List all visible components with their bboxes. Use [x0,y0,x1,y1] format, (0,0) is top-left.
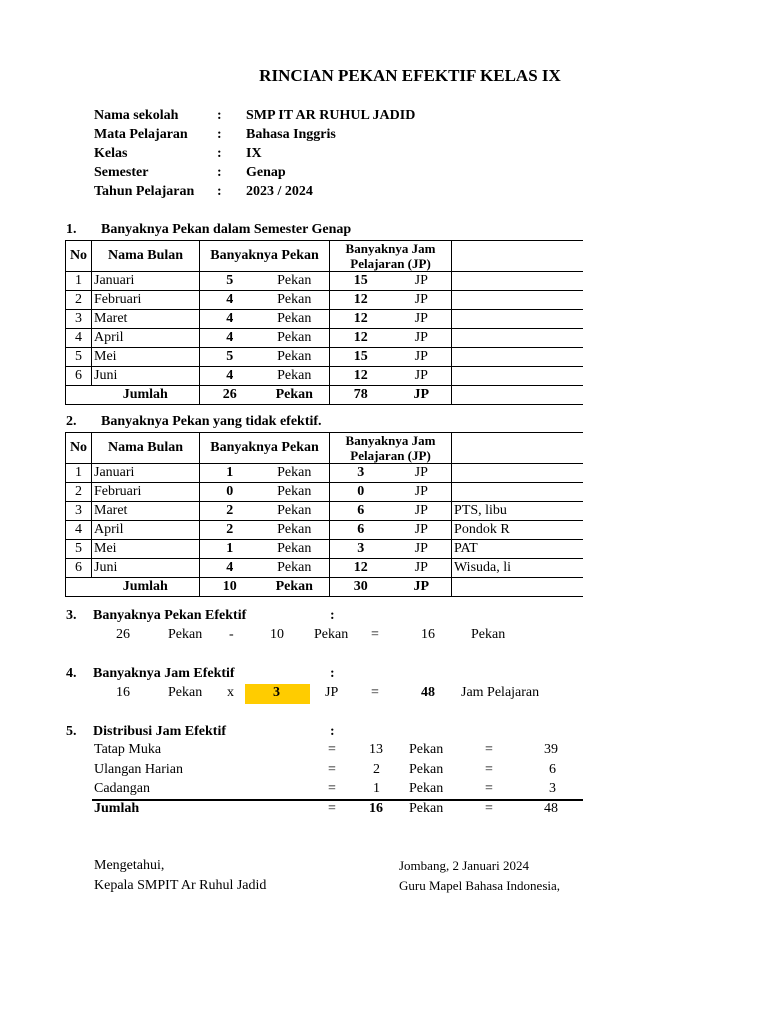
table-header-row [66,241,596,272]
header-no: No [66,241,92,272]
row-month: Maret [92,310,200,329]
row-unit: Pekan [260,464,330,483]
calc-eq: = [371,685,379,700]
row-jp-unit: JP [392,483,452,502]
header-month: Nama Bulan [92,241,200,272]
row-note [452,329,596,348]
page-title: RINCIAN PEKAN EFEKTIF KELAS IX [259,66,561,85]
calc-a: 16 [116,685,130,700]
row-jp: 3 [330,540,392,559]
row-no: 5 [66,540,92,559]
row-weeks: 5 [200,272,260,291]
total-spacer [66,386,92,405]
table-row [66,464,596,483]
info-label: Mata Pelajaran [94,127,188,142]
dist-label: Tatap Muka [94,742,162,757]
table-total-row [66,578,596,597]
row-no: 6 [66,559,92,578]
table-row [66,291,596,310]
signature-right-line1: Jombang, 2 Januari 2024 [399,858,529,873]
dist-weeks: 1 [373,781,380,796]
calc-op: - [229,627,234,642]
section-colon: : [330,666,335,681]
dist-total-jp: 48 [544,801,558,816]
calc-a-unit: Pekan [168,627,203,642]
row-note [452,464,596,483]
calc-a: 26 [116,627,130,642]
section-title: Distribusi Jam Efektif [93,724,226,739]
row-unit: Pekan [260,367,330,386]
row-jp-unit: JP [392,502,452,521]
total-note [452,578,596,597]
total-weeks: 26 [200,386,260,405]
dist-label: Cadangan [94,781,150,796]
info-value: IX [246,146,262,161]
calc-result-unit: Pekan [471,627,506,642]
row-no: 3 [66,310,92,329]
total-unit: Pekan [260,578,330,597]
row-note [452,367,596,386]
dist-weeks: 13 [369,742,383,757]
info-colon: : [217,165,222,180]
row-month: Mei [92,348,200,367]
dist-weeks: 2 [373,762,380,777]
row-weeks: 4 [200,559,260,578]
dist-eq2: = [485,781,493,796]
header-no: No [66,433,92,464]
header-note [452,433,596,464]
row-weeks: 4 [200,329,260,348]
row-jp-unit: JP [392,291,452,310]
info-value: Genap [246,165,286,180]
total-note [452,386,596,405]
dist-total-label: Jumlah [94,801,140,816]
info-colon: : [217,184,222,199]
signature-left-line2: Kepala SMPIT Ar Ruhul Jadid [94,878,267,893]
row-month: Februari [92,291,200,310]
total-jp: 30 [330,578,392,597]
row-month: Juni [92,559,200,578]
row-jp-unit: JP [392,329,452,348]
section-colon: : [330,724,335,739]
row-no: 1 [66,272,92,291]
row-note [452,291,596,310]
row-month: April [92,521,200,540]
calc-b: 3 [273,685,280,700]
row-note: Pondok R [452,521,596,540]
section-number: 5. [66,724,77,739]
row-unit: Pekan [260,310,330,329]
distribution-row [0,762,768,782]
dist-eq: = [328,781,336,796]
info-label: Tahun Pelajaran [94,184,195,199]
row-no: 6 [66,367,92,386]
row-jp-unit: JP [392,464,452,483]
distribution-row [0,742,768,762]
row-note [452,348,596,367]
section-title: Banyaknya Pekan yang tidak efektif. [101,414,322,429]
row-no: 2 [66,483,92,502]
calc-a-unit: Pekan [168,685,203,700]
header-weeks: Banyaknya Pekan [200,241,330,272]
dist-total-eq: = [328,801,336,816]
header-note [452,241,596,272]
info-value: Bahasa Inggris [246,127,336,142]
total-unit: Pekan [260,386,330,405]
total-jp-unit: JP [392,386,452,405]
row-weeks: 1 [200,464,260,483]
row-jp-unit: JP [392,348,452,367]
section-title: Banyaknya Pekan dalam Semester Genap [101,222,352,237]
header-jp: Banyaknya Jam Pelajaran (JP) [330,241,452,272]
row-note: Wisuda, li [452,559,596,578]
dist-total-weeks: 16 [369,801,383,816]
dist-eq: = [328,742,336,757]
section-title: Banyaknya Pekan Efektif [93,608,247,623]
section-number: 1. [66,222,77,237]
row-weeks: 1 [200,540,260,559]
row-month: Maret [92,502,200,521]
row-note [452,310,596,329]
row-no: 5 [66,348,92,367]
row-jp-unit: JP [392,559,452,578]
row-jp-unit: JP [392,272,452,291]
row-jp: 3 [330,464,392,483]
total-label: Jumlah [92,386,200,405]
calc-result: 48 [421,685,435,700]
effective-weeks-calc [0,627,768,647]
row-jp-unit: JP [392,310,452,329]
total-label: Jumlah [92,578,200,597]
row-unit: Pekan [260,540,330,559]
row-jp: 6 [330,502,392,521]
dist-unit: Pekan [409,742,444,757]
info-colon: : [217,127,222,142]
table-row [66,502,596,521]
table-total-row [66,386,596,405]
row-unit: Pekan [260,483,330,502]
row-month: Mei [92,540,200,559]
row-weeks: 2 [200,521,260,540]
table-row [66,540,596,559]
row-jp: 0 [330,483,392,502]
calc-eq: = [371,627,379,642]
row-jp: 12 [330,367,392,386]
table-header-row [66,433,596,464]
total-spacer [66,578,92,597]
total-jp-unit: JP [392,578,452,597]
info-label: Nama sekolah [94,108,179,123]
info-value: SMP IT AR RUHUL JADID [246,108,416,123]
row-no: 1 [66,464,92,483]
dist-jp: 3 [549,781,556,796]
signature-left-line1: Mengetahui, [94,858,165,873]
row-month: Februari [92,483,200,502]
total-jp: 78 [330,386,392,405]
calc-b-unit: JP [325,685,339,700]
distribution-total-row [0,801,768,821]
info-colon: : [217,108,222,123]
row-jp: 12 [330,559,392,578]
row-jp: 12 [330,329,392,348]
dist-total-eq2: = [485,801,493,816]
section-number: 3. [66,608,77,623]
row-no: 2 [66,291,92,310]
calc-b: 10 [270,627,284,642]
row-jp-unit: JP [392,521,452,540]
calc-result-unit: Jam Pelajaran [461,685,540,700]
row-note [452,483,596,502]
table-row [66,272,596,291]
info-value: 2023 / 2024 [246,184,313,199]
row-no: 4 [66,329,92,348]
dist-jp: 39 [544,742,558,757]
row-jp: 6 [330,521,392,540]
signature-right-line2: Guru Mapel Bahasa Indonesia, [399,878,561,893]
row-jp: 15 [330,272,392,291]
table-row [66,348,596,367]
table-row [66,310,596,329]
info-label: Semester [94,165,149,180]
row-note: PAT [452,540,596,559]
row-jp-unit: JP [392,540,452,559]
header-jp: Banyaknya Jam Pelajaran (JP) [330,433,452,464]
row-weeks: 4 [200,291,260,310]
header-month: Nama Bulan [92,433,200,464]
row-no: 4 [66,521,92,540]
row-unit: Pekan [260,348,330,367]
row-weeks: 2 [200,502,260,521]
row-no: 3 [66,502,92,521]
dist-jp: 6 [549,762,556,777]
dist-eq2: = [485,742,493,757]
info-label: Kelas [94,146,128,161]
non-effective-table [65,432,596,597]
page-edge-mask [583,230,768,600]
section-number: 4. [66,666,77,681]
row-jp-unit: JP [392,367,452,386]
weeks-table [65,240,596,405]
row-weeks: 4 [200,310,260,329]
table-row [66,367,596,386]
dist-eq: = [328,762,336,777]
row-month: Januari [92,464,200,483]
info-colon: : [217,146,222,161]
dist-unit: Pekan [409,762,444,777]
row-unit: Pekan [260,272,330,291]
section-title: Banyaknya Jam Efektif [93,666,235,681]
effective-hours-calc [0,685,768,705]
dist-eq2: = [485,762,493,777]
row-month: Juni [92,367,200,386]
total-weeks: 10 [200,578,260,597]
calc-op: x [227,685,234,700]
table-row [66,559,596,578]
row-jp: 12 [330,310,392,329]
header-weeks: Banyaknya Pekan [200,433,330,464]
row-month: Januari [92,272,200,291]
row-unit: Pekan [260,291,330,310]
section-colon: : [330,608,335,623]
row-note: PTS, libu [452,502,596,521]
section-number: 2. [66,414,77,429]
calc-result: 16 [421,627,435,642]
row-weeks: 0 [200,483,260,502]
row-unit: Pekan [260,521,330,540]
distribution-row [0,781,768,801]
row-unit: Pekan [260,559,330,578]
row-note [452,272,596,291]
row-weeks: 5 [200,348,260,367]
row-month: April [92,329,200,348]
calc-b-unit: Pekan [314,627,349,642]
table-row [66,521,596,540]
row-weeks: 4 [200,367,260,386]
row-unit: Pekan [260,329,330,348]
row-jp: 15 [330,348,392,367]
dist-label: Ulangan Harian [94,762,184,777]
row-jp: 12 [330,291,392,310]
table-row [66,483,596,502]
dist-total-unit: Pekan [409,801,444,816]
row-unit: Pekan [260,502,330,521]
dist-unit: Pekan [409,781,444,796]
table-row [66,329,596,348]
